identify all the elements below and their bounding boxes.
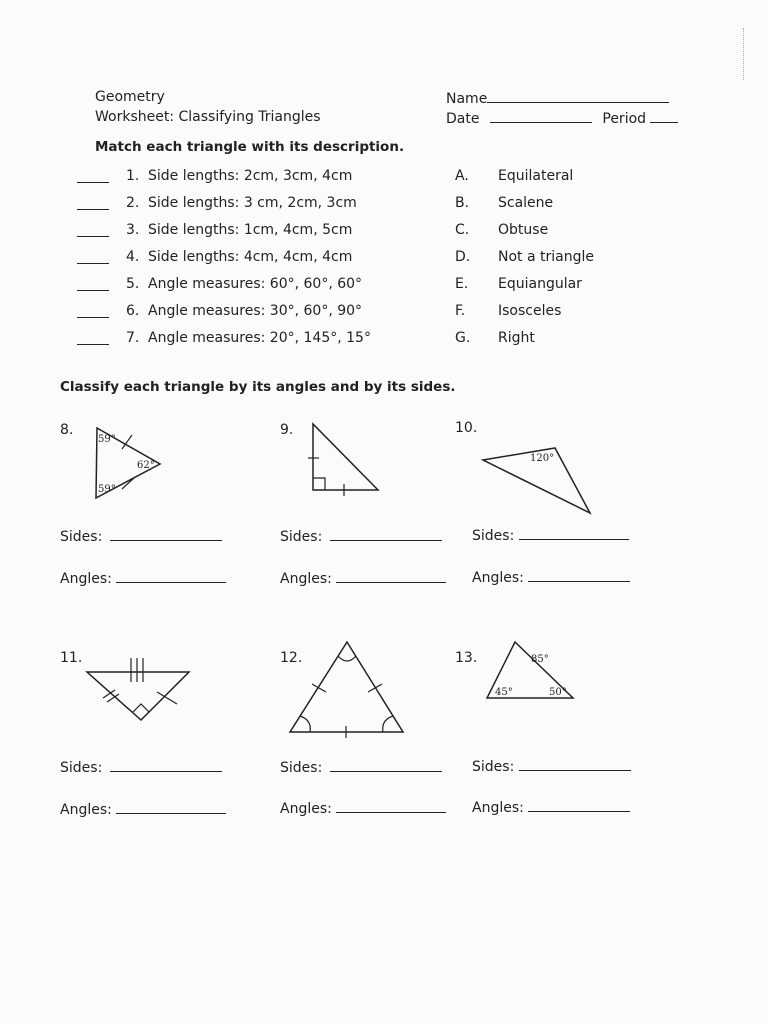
- match-item-text: Side lengths: 1cm, 4cm, 5cm: [148, 222, 353, 238]
- problem-12-sides: [280, 757, 442, 776]
- triangle-9-figure: [308, 420, 388, 498]
- match-answer-blank[interactable]: [77, 290, 109, 291]
- problem-12-sides-field[interactable]: [330, 757, 442, 772]
- triangle-13-figure: [485, 640, 585, 704]
- date-row: [446, 108, 678, 127]
- match-item-number: 5.: [126, 276, 140, 292]
- problem-12-angles: [280, 798, 446, 817]
- sides-label: Sides:: [280, 760, 323, 776]
- triangle-8-figure: [90, 420, 170, 505]
- problem-10-sides-field[interactable]: [519, 525, 629, 540]
- triangle-8-angle-right: 62°: [137, 460, 155, 471]
- match-item-text: Side lengths: 4cm, 4cm, 4cm: [148, 249, 353, 265]
- problem-8-angles-field[interactable]: [116, 568, 226, 583]
- match-answer-blank[interactable]: [77, 209, 109, 210]
- triangle-10-angle: 120°: [530, 453, 555, 464]
- problem-11-sides: [60, 757, 222, 776]
- problem-11-angles-field[interactable]: [116, 799, 226, 814]
- match-option-text: Equilateral: [498, 168, 574, 184]
- problem-10-sides: [472, 525, 629, 544]
- date-field[interactable]: [490, 108, 592, 123]
- classify-instruction: Classify each triangle by its angles and by its sides.: [60, 379, 456, 395]
- match-option-letter: E.: [455, 276, 469, 292]
- problem-13-sides-field[interactable]: [519, 756, 631, 771]
- match-option-letter: G.: [455, 330, 471, 346]
- match-answer-blank[interactable]: [77, 182, 109, 183]
- match-option-letter: A.: [455, 168, 469, 184]
- matching-instruction: Match each triangle with its description.: [95, 139, 405, 155]
- problem-8-sides-field[interactable]: [110, 526, 222, 541]
- name-row: [446, 88, 669, 107]
- match-option-text: Isosceles: [498, 303, 562, 319]
- match-option-text: Not a triangle: [498, 249, 594, 265]
- match-item-text: Angle measures: 60°, 60°, 60°: [148, 276, 363, 292]
- match-item-number: 2.: [126, 195, 140, 211]
- match-item-text: Side lengths: 2cm, 3cm, 4cm: [148, 168, 353, 184]
- match-option-text: Equiangular: [498, 276, 582, 292]
- problem-9-number: 9.: [280, 422, 294, 438]
- match-answer-blank[interactable]: [77, 317, 109, 318]
- problem-8-sides: [60, 526, 222, 545]
- problem-9-angles: [280, 568, 446, 587]
- date-label: Date: [446, 111, 480, 127]
- match-option-text: Scalene: [498, 195, 554, 211]
- match-option-letter: B.: [455, 195, 470, 211]
- triangle-13-angle-top: 85°: [531, 654, 549, 665]
- match-item-text: Angle measures: 30°, 60°, 90°: [148, 303, 363, 319]
- match-item-text: Side lengths: 3 cm, 2cm, 3cm: [148, 195, 357, 211]
- match-item-text: Angle measures: 20°, 145°, 15°: [148, 330, 371, 346]
- course-name: Geometry: [95, 89, 165, 105]
- angles-label: Angles:: [472, 570, 524, 586]
- problem-13-sides: [472, 756, 631, 775]
- match-answer-blank[interactable]: [77, 263, 109, 264]
- problem-9-sides-field[interactable]: [330, 526, 442, 541]
- worksheet-title: Worksheet: Classifying Triangles: [95, 109, 321, 125]
- match-item-number: 7.: [126, 330, 140, 346]
- angles-label: Angles:: [60, 802, 112, 818]
- name-field[interactable]: [487, 88, 669, 103]
- problem-9-sides: [280, 526, 442, 545]
- match-option-text: Obtuse: [498, 222, 549, 238]
- problem-10-angles-field[interactable]: [528, 567, 630, 582]
- match-item-number: 6.: [126, 303, 140, 319]
- problem-9-angles-field[interactable]: [336, 568, 446, 583]
- triangle-8-angle-top: 59°: [98, 434, 116, 445]
- match-option-letter: D.: [455, 249, 471, 265]
- triangle-10-figure: [480, 440, 600, 520]
- match-option-letter: F.: [455, 303, 466, 319]
- problem-11-angles: [60, 799, 226, 818]
- triangle-13-angle-left: 45°: [495, 687, 513, 698]
- problem-12-angles-field[interactable]: [336, 798, 446, 813]
- problem-10-angles: [472, 567, 630, 586]
- problem-13-number: 13.: [455, 650, 478, 666]
- triangle-8-angle-bottom: 59°: [98, 484, 116, 495]
- problem-11-number: 11.: [60, 650, 83, 666]
- triangle-13-angle-right: 50°: [549, 687, 567, 698]
- problem-8-number: 8.: [60, 422, 74, 438]
- scan-margin-mark: [743, 28, 754, 80]
- problem-13-angles: [472, 797, 630, 816]
- sides-label: Sides:: [472, 759, 515, 775]
- period-label: Period: [602, 111, 647, 127]
- sides-label: Sides:: [60, 760, 103, 776]
- match-item-number: 3.: [126, 222, 140, 238]
- sides-label: Sides:: [472, 528, 515, 544]
- problem-8-angles: [60, 568, 226, 587]
- sides-label: Sides:: [280, 529, 323, 545]
- triangle-11-figure: [85, 652, 195, 724]
- match-answer-blank[interactable]: [77, 344, 109, 345]
- name-label: Name: [446, 91, 488, 107]
- problem-11-sides-field[interactable]: [110, 757, 222, 772]
- problem-10-number: 10.: [455, 420, 478, 436]
- match-item-number: 1.: [126, 168, 140, 184]
- match-item-number: 4.: [126, 249, 140, 265]
- angles-label: Angles:: [280, 801, 332, 817]
- match-answer-blank[interactable]: [77, 236, 109, 237]
- period-field[interactable]: [650, 108, 678, 123]
- problem-12-number: 12.: [280, 650, 303, 666]
- problem-13-angles-field[interactable]: [528, 797, 630, 812]
- triangle-12-figure: [288, 638, 408, 742]
- angles-label: Angles:: [280, 571, 332, 587]
- match-option-text: Right: [498, 330, 535, 346]
- angles-label: Angles:: [60, 571, 112, 587]
- angles-label: Angles:: [472, 800, 524, 816]
- match-option-letter: C.: [455, 222, 470, 238]
- sides-label: Sides:: [60, 529, 103, 545]
